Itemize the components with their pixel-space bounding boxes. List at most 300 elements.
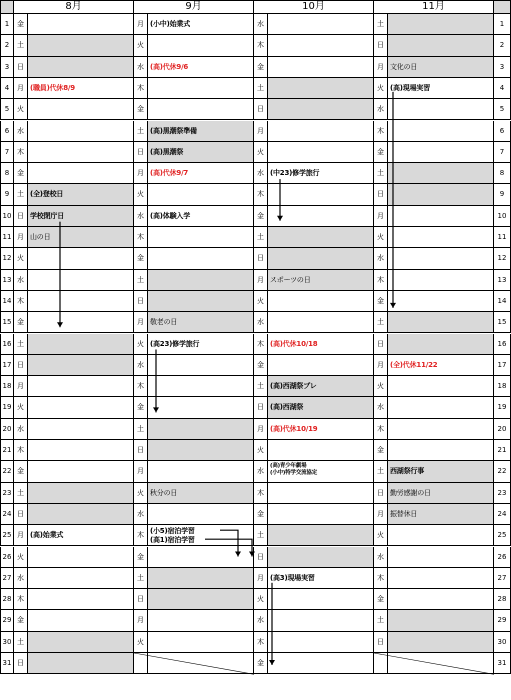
event-cell (268, 525, 374, 546)
day-number: 19 (0, 397, 14, 418)
event-cell (28, 419, 134, 440)
event-cell (28, 568, 134, 589)
event-cell (268, 227, 374, 248)
event-cell (268, 632, 374, 653)
event-cell (28, 248, 134, 269)
weekday: 木 (134, 376, 148, 397)
day-number-right: 26 (494, 547, 511, 568)
day-number: 13 (0, 270, 14, 291)
day-number: 30 (0, 632, 14, 653)
day-number-right: 9 (494, 184, 511, 205)
event-cell: (高23)修学旅行 (148, 334, 254, 355)
weekday: 火 (374, 376, 388, 397)
weekday: 日 (254, 547, 268, 568)
day-number: 1 (0, 14, 14, 35)
event-cell (28, 376, 134, 397)
event-cell (388, 419, 494, 440)
month-header: 10月 (254, 0, 374, 14)
event-cell (28, 589, 134, 610)
weekday: 月 (14, 78, 28, 99)
weekday: 水 (134, 57, 148, 78)
event-cell: 西湖祭行事 (388, 461, 494, 482)
weekday: 木 (134, 227, 148, 248)
weekday: 水 (254, 610, 268, 631)
weekday: 土 (14, 632, 28, 653)
event-cell (388, 440, 494, 461)
weekday: 日 (374, 184, 388, 205)
weekday: 金 (374, 291, 388, 312)
weekday: 火 (134, 483, 148, 504)
event-cell: (全)代休11/22 (388, 355, 494, 376)
event-cell (148, 270, 254, 291)
weekday: 土 (14, 35, 28, 56)
event-cell (388, 397, 494, 418)
event-cell (148, 653, 254, 674)
month-header: 8月 (14, 0, 134, 14)
day-number-right: 21 (494, 440, 511, 461)
day-number-right: 25 (494, 525, 511, 546)
event-cell: 文化の日 (388, 57, 494, 78)
day-number: 22 (0, 461, 14, 482)
weekday: 火 (134, 334, 148, 355)
weekday: 月 (254, 121, 268, 142)
event-cell: スポーツの日 (268, 270, 374, 291)
day-number: 3 (0, 57, 14, 78)
event-line: (小中)特学交流協定 (270, 470, 318, 477)
event-line: (高)青少年劇場 (270, 463, 307, 470)
weekday: 木 (134, 525, 148, 546)
weekday: 水 (374, 547, 388, 568)
event-cell (28, 35, 134, 56)
day-number-right: 28 (494, 589, 511, 610)
day-number: 17 (0, 355, 14, 376)
event-cell: 秋分の日 (148, 483, 254, 504)
weekday: 金 (374, 440, 388, 461)
event-cell (148, 610, 254, 631)
event-cell (388, 610, 494, 631)
weekday: 金 (134, 248, 148, 269)
weekday (134, 653, 148, 674)
event-cell (148, 78, 254, 99)
weekday: 月 (254, 270, 268, 291)
weekday: 日 (14, 504, 28, 525)
weekday: 月 (134, 610, 148, 631)
weekday: 木 (374, 121, 388, 142)
day-number: 18 (0, 376, 14, 397)
weekday: 月 (374, 57, 388, 78)
day-number-right: 12 (494, 248, 511, 269)
day-number: 12 (0, 248, 14, 269)
weekday: 木 (374, 568, 388, 589)
weekday: 水 (134, 206, 148, 227)
weekday: 土 (374, 461, 388, 482)
event-cell: 勤労感謝の日 (388, 483, 494, 504)
event-cell: 山の日 (28, 227, 134, 248)
weekday: 日 (374, 334, 388, 355)
event-cell (268, 57, 374, 78)
day-number: 6 (0, 121, 14, 142)
event-cell (388, 14, 494, 35)
weekday: 月 (14, 525, 28, 546)
event-cell (28, 483, 134, 504)
event-cell (388, 142, 494, 163)
weekday: 金 (134, 99, 148, 120)
weekday: 金 (254, 653, 268, 674)
event-cell (388, 547, 494, 568)
day-number: 20 (0, 419, 14, 440)
day-number-right: 15 (494, 312, 511, 333)
event-cell (28, 632, 134, 653)
day-number: 14 (0, 291, 14, 312)
day-number: 16 (0, 334, 14, 355)
weekday: 金 (254, 206, 268, 227)
event-cell (388, 206, 494, 227)
event-cell (148, 397, 254, 418)
day-number: 2 (0, 35, 14, 56)
day-number: 23 (0, 483, 14, 504)
weekday: 木 (254, 35, 268, 56)
weekday: 土 (134, 419, 148, 440)
month-header: 9月 (134, 0, 254, 14)
event-cell (148, 291, 254, 312)
corner-cell (0, 0, 14, 14)
event-cell (148, 184, 254, 205)
event-cell: (高)西湖祭プレ (268, 376, 374, 397)
weekday: 水 (254, 14, 268, 35)
event-cell (148, 632, 254, 653)
event-cell: (小中)始業式 (148, 14, 254, 35)
event-cell (268, 440, 374, 461)
weekday: 金 (254, 504, 268, 525)
day-number-right: 22 (494, 461, 511, 482)
weekday: 日 (254, 248, 268, 269)
event-cell: 学校閉庁日 (28, 206, 134, 227)
event-cell: 振替休日 (388, 504, 494, 525)
event-cell (148, 419, 254, 440)
event-cell (388, 99, 494, 120)
weekday: 月 (254, 419, 268, 440)
event-cell: (高)代休10/19 (268, 419, 374, 440)
event-cell (268, 610, 374, 631)
weekday: 木 (254, 632, 268, 653)
weekday: 水 (374, 248, 388, 269)
weekday: 木 (14, 440, 28, 461)
weekday: 木 (14, 291, 28, 312)
weekday: 月 (134, 461, 148, 482)
day-number: 5 (0, 99, 14, 120)
event-cell (268, 206, 374, 227)
event-cell (28, 440, 134, 461)
event-cell (28, 547, 134, 568)
event-cell (388, 334, 494, 355)
weekday: 金 (14, 461, 28, 482)
weekday: 日 (374, 632, 388, 653)
weekday: 火 (134, 184, 148, 205)
event-cell (28, 57, 134, 78)
event-cell (388, 312, 494, 333)
weekday: 火 (254, 589, 268, 610)
event-cell (148, 547, 254, 568)
day-number-right: 13 (494, 270, 511, 291)
weekday: 火 (14, 248, 28, 269)
weekday: 土 (254, 376, 268, 397)
weekday: 月 (14, 227, 28, 248)
weekday: 火 (134, 35, 148, 56)
event-cell: (高)始業式 (28, 525, 134, 546)
event-extra: (高1)宿泊学習 (150, 536, 195, 545)
weekday: 日 (134, 440, 148, 461)
day-number-right: 31 (494, 653, 511, 674)
weekday: 金 (254, 355, 268, 376)
event-cell (28, 270, 134, 291)
weekday: 木 (14, 142, 28, 163)
weekday: 金 (14, 163, 28, 184)
day-number-right: 1 (494, 14, 511, 35)
day-number-right: 18 (494, 376, 511, 397)
day-number-right: 16 (494, 334, 511, 355)
event-cell (388, 568, 494, 589)
weekday: 土 (14, 184, 28, 205)
event-cell (148, 461, 254, 482)
event-cell (148, 568, 254, 589)
day-number: 8 (0, 163, 14, 184)
event-cell (28, 610, 134, 631)
event-cell (268, 184, 374, 205)
event-cell: (高)黒潮祭準備 (148, 121, 254, 142)
weekday: 月 (134, 163, 148, 184)
weekday: 火 (374, 78, 388, 99)
weekday: 日 (254, 397, 268, 418)
weekday: 火 (14, 397, 28, 418)
day-number: 4 (0, 78, 14, 99)
event-cell (148, 589, 254, 610)
day-number: 31 (0, 653, 14, 674)
weekday: 土 (134, 568, 148, 589)
weekday: 日 (254, 99, 268, 120)
weekday: 土 (254, 78, 268, 99)
weekday: 木 (374, 419, 388, 440)
day-number-right: 6 (494, 121, 511, 142)
weekday: 土 (374, 14, 388, 35)
day-number-right: 4 (494, 78, 511, 99)
weekday: 木 (254, 334, 268, 355)
event-cell (148, 355, 254, 376)
weekday: 日 (134, 142, 148, 163)
weekday: 火 (254, 291, 268, 312)
weekday: 木 (134, 78, 148, 99)
weekday: 月 (14, 376, 28, 397)
weekday: 日 (14, 355, 28, 376)
event-cell (28, 163, 134, 184)
event-cell (148, 99, 254, 120)
corner-cell-right (494, 0, 511, 14)
event-cell (268, 483, 374, 504)
weekday: 日 (14, 206, 28, 227)
day-number: 10 (0, 206, 14, 227)
weekday: 金 (14, 312, 28, 333)
weekday: 日 (14, 653, 28, 674)
event-cell: (高)代休9/6 (148, 57, 254, 78)
event-cell (28, 142, 134, 163)
event-cell (268, 248, 374, 269)
event-cell (268, 35, 374, 56)
day-number-right: 10 (494, 206, 511, 227)
event-cell (268, 99, 374, 120)
weekday: 水 (254, 163, 268, 184)
weekday: 土 (254, 525, 268, 546)
day-number-right: 30 (494, 632, 511, 653)
day-number: 11 (0, 227, 14, 248)
weekday: 土 (134, 121, 148, 142)
weekday: 水 (254, 312, 268, 333)
event-cell: (高)体験入学 (148, 206, 254, 227)
weekday: 水 (14, 270, 28, 291)
event-cell (148, 227, 254, 248)
event-cell: (職員)代休8/9 (28, 78, 134, 99)
weekday: 木 (254, 483, 268, 504)
day-number: 28 (0, 589, 14, 610)
weekday: 月 (374, 504, 388, 525)
event-cell: (高)代休9/7 (148, 163, 254, 184)
weekday: 金 (374, 589, 388, 610)
event-cell (268, 142, 374, 163)
event-cell (388, 270, 494, 291)
weekday: 土 (254, 227, 268, 248)
weekday: 土 (374, 163, 388, 184)
event-cell (388, 632, 494, 653)
event-cell (388, 184, 494, 205)
event-cell (268, 312, 374, 333)
weekday: 金 (134, 547, 148, 568)
event-cell (28, 461, 134, 482)
event-cell (388, 227, 494, 248)
event-cell: (高)現場実習 (388, 78, 494, 99)
month-header: 11月 (374, 0, 494, 14)
weekday: 月 (374, 206, 388, 227)
day-number-right: 19 (494, 397, 511, 418)
weekday: 木 (14, 589, 28, 610)
event-cell (268, 461, 374, 482)
day-number-right: 14 (494, 291, 511, 312)
event-cell (28, 355, 134, 376)
day-number: 29 (0, 610, 14, 631)
day-number-right: 11 (494, 227, 511, 248)
weekday: 水 (134, 355, 148, 376)
event-cell (388, 525, 494, 546)
event-cell (268, 78, 374, 99)
weekday: 水 (14, 568, 28, 589)
weekday: 水 (14, 121, 28, 142)
event-cell (388, 121, 494, 142)
weekday: 月 (254, 568, 268, 589)
weekday: 金 (374, 142, 388, 163)
weekday: 日 (374, 483, 388, 504)
weekday: 水 (134, 504, 148, 525)
weekday: 水 (14, 419, 28, 440)
weekday: 火 (374, 525, 388, 546)
day-number-right: 29 (494, 610, 511, 631)
day-number-right: 5 (494, 99, 511, 120)
weekday: 土 (134, 270, 148, 291)
weekday: 木 (254, 184, 268, 205)
weekday: 水 (254, 461, 268, 482)
event-cell (268, 291, 374, 312)
weekday: 火 (14, 99, 28, 120)
weekday: 土 (14, 483, 28, 504)
event-cell (28, 397, 134, 418)
weekday: 火 (254, 142, 268, 163)
event-cell (28, 121, 134, 142)
event-cell: (高3)現場実習 (268, 568, 374, 589)
event-cell (268, 14, 374, 35)
day-number-right: 20 (494, 419, 511, 440)
weekday: 土 (374, 312, 388, 333)
event-cell (268, 653, 374, 674)
event-cell (148, 504, 254, 525)
event-cell: (小5)宿泊学習 (148, 525, 254, 546)
weekday: 土 (14, 334, 28, 355)
day-number-right: 24 (494, 504, 511, 525)
day-number-right: 23 (494, 483, 511, 504)
weekday: 木 (374, 270, 388, 291)
event-cell (388, 35, 494, 56)
event-cell (28, 334, 134, 355)
day-number: 21 (0, 440, 14, 461)
day-number: 27 (0, 568, 14, 589)
event-cell: (高)西湖祭 (268, 397, 374, 418)
event-cell (388, 163, 494, 184)
event-cell (388, 248, 494, 269)
weekday: 日 (14, 57, 28, 78)
day-number: 7 (0, 142, 14, 163)
weekday: 月 (134, 312, 148, 333)
event-cell (388, 653, 494, 674)
weekday: 火 (14, 547, 28, 568)
event-cell (268, 589, 374, 610)
weekday (374, 653, 388, 674)
event-cell: (中23)修学旅行 (268, 163, 374, 184)
weekday: 日 (134, 589, 148, 610)
weekday: 金 (14, 14, 28, 35)
event-cell (28, 99, 134, 120)
weekday: 水 (374, 99, 388, 120)
event-cell (388, 589, 494, 610)
day-number-right: 3 (494, 57, 511, 78)
weekday: 金 (254, 57, 268, 78)
weekday: 火 (134, 632, 148, 653)
day-number-right: 27 (494, 568, 511, 589)
event-cell (268, 504, 374, 525)
day-number: 25 (0, 525, 14, 546)
weekday: 土 (374, 610, 388, 631)
event-cell: (高)代休10/18 (268, 334, 374, 355)
day-number: 15 (0, 312, 14, 333)
weekday: 月 (374, 355, 388, 376)
event-cell (148, 35, 254, 56)
weekday: 日 (374, 35, 388, 56)
event-cell: (高)黒潮祭 (148, 142, 254, 163)
event-cell: (全)登校日 (28, 184, 134, 205)
weekday: 水 (374, 397, 388, 418)
event-cell (28, 653, 134, 674)
event-cell: 敬老の日 (148, 312, 254, 333)
day-number-right: 7 (494, 142, 511, 163)
weekday: 日 (134, 291, 148, 312)
day-number: 26 (0, 547, 14, 568)
weekday: 火 (374, 227, 388, 248)
event-cell (268, 355, 374, 376)
event-cell (388, 291, 494, 312)
